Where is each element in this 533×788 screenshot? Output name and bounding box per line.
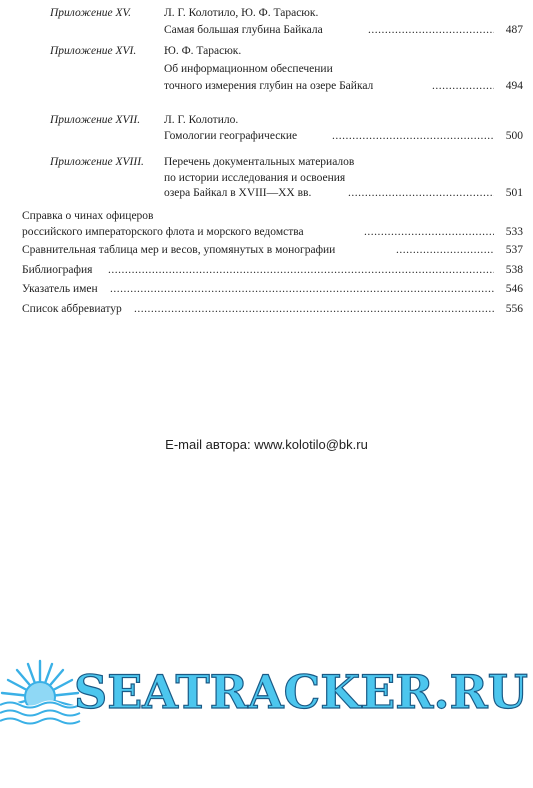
page-number: 533 <box>505 226 523 238</box>
appendix-title-line: озера Байкал в XVIII—XX вв. <box>164 187 312 199</box>
appendix-label: Приложение XVI. <box>50 45 137 57</box>
section-title: Список аббревиатур <box>22 303 122 315</box>
section-title-line: Справка о чинах офицеров <box>22 210 154 222</box>
appendix-authors: Л. Г. Колотило, Ю. Ф. Тарасюк. <box>164 7 319 19</box>
page-number: 538 <box>505 264 523 276</box>
appendix-title-line: по истории исследования и освоения <box>164 172 346 184</box>
author-email: E-mail автора: www.kolotilo@bk.ru <box>165 437 368 452</box>
appendix-title-line: точного измерения глубин на озере Байкал <box>164 80 374 92</box>
page-number: 500 <box>505 130 523 142</box>
page-number: 537 <box>505 244 523 256</box>
page-number: 501 <box>505 187 523 199</box>
appendix-label: Приложение XVIII. <box>50 156 144 168</box>
table-of-contents <box>0 0 533 330</box>
appendix-title: Гомологии географические <box>164 130 298 142</box>
section-title: Библиография <box>22 264 93 276</box>
appendix-label: Приложение XV. <box>50 7 131 19</box>
section-title: Указатель имен <box>22 283 98 295</box>
sun-icon <box>0 661 80 755</box>
page-number: 494 <box>505 80 523 92</box>
page-number: 487 <box>505 24 523 36</box>
appendix-title-line: Перечень документальных материалов <box>164 156 355 168</box>
toc-entry-abbreviations <box>0 0 533 320</box>
logo-wordmark: SEATRACKER.RU <box>74 665 528 719</box>
appendix-title: Самая большая глубина Байкала <box>164 24 323 36</box>
page-number: 546 <box>505 283 523 295</box>
appendix-authors: Л. Г. Колотило. <box>164 114 239 126</box>
appendix-label: Приложение XVII. <box>50 114 141 126</box>
section-title: Сравнительная таблица мер и весов, упомянутых в монографии <box>22 244 336 256</box>
section-title-line: российского императорского флота и морского ведомства <box>22 226 304 238</box>
leader-dots <box>134 302 494 317</box>
page-number: 556 <box>505 303 523 315</box>
appendix-title-line: Об информационном обеспечении <box>164 63 333 75</box>
appendix-authors: Ю. Ф. Тарасюк. <box>164 45 242 57</box>
